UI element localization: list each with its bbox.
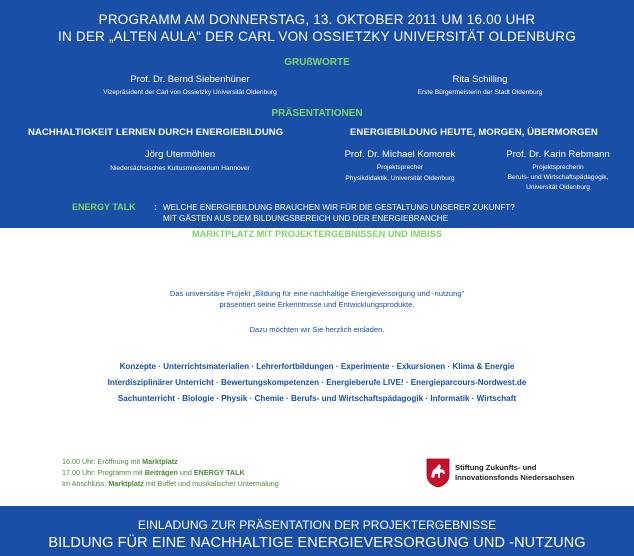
program-title-line-2: IN DER „ALTEN AULA“ DER CARL VON OSSIETZKY UNIVERSITÄT OLDENBURG: [58, 29, 576, 44]
sponsor-line-1: Stiftung Zukunfts- und: [455, 463, 537, 472]
energy-talk-line-2: MIT GÄSTEN AUS DEM BILDUNGSBEREICH UND DER ENERGIEBRANCHE: [163, 214, 448, 223]
energy-talk-line-1: WELCHE ENERGIEBILDUNG BRAUCHEN WIR FÜR DIE GESTALTUNG UNSERER ZUKUNFT?: [163, 203, 515, 212]
schedule-item-1-bold: Marktplatz: [142, 457, 178, 466]
speaker-utermoehlen-role: Niedersächsisches Kultusministerium Hannover: [110, 165, 250, 172]
schedule-item-2-mid: und: [177, 468, 194, 477]
speaker-rebmann-role-1: Projektsprecherin: [532, 164, 584, 171]
keywords-line-2: Interdisziplinärer Unterricht · Bewertungskompetenzen · Energieberufe LIVE! · Energieparcours-Nordwest.de: [107, 378, 527, 387]
intro-line-1: Das universitäre Projekt „Bildung für eine nachhaltige Energieversorgung und -nutzung“: [169, 289, 465, 298]
schedule-item-3: [62, 479, 279, 488]
presentation-right-title: ENERGIEBILDUNG HEUTE, MORGEN, ÜBERMORGEN: [350, 127, 598, 138]
footer-line-1: EINLADUNG ZUR PRÄSENTATION DER PROJEKTERGEBNISSE: [137, 518, 497, 532]
intro-line-3: Dazu möchten wir Sie herzlich einladen.: [249, 325, 385, 334]
speaker-schilling-name: Rita Schilling: [452, 74, 508, 85]
speaker-rebmann-role-2: Berufs- und Wirtschaftspädagogik,: [507, 174, 609, 181]
schedule-item-1: [62, 457, 178, 466]
speaker-utermoehlen-name: Jörg Utermöhlen: [144, 149, 216, 160]
speaker-komorek-role-1: Projektsprecher: [376, 164, 424, 171]
speaker-rebmann-role-3: Universität Oldenburg: [526, 184, 590, 191]
program-panel: [0, 0, 634, 228]
schedule-item-2-bold-1: Beiträgen: [144, 468, 178, 477]
schedule-item-2: [62, 468, 245, 477]
sponsor-line-2: Innovationsfonds Niedersachsen: [455, 473, 575, 482]
footer-band: [0, 506, 634, 556]
schedule-item-3-text: Im Anschluss:: [62, 479, 109, 488]
schedule-item-2-bold-2: ENERGY TALK: [193, 468, 245, 477]
speaker-siebenhuener-role: Vizepräsident der Carl von Ossietzky Universität Oldenburg: [103, 89, 277, 96]
schedule-item-3-bold: Marktplatz: [108, 479, 144, 488]
schedule-item-1-text: 16.00 Uhr: Eröffnung mit: [62, 457, 143, 466]
presentation-left-title: NACHHALTIGKEIT LERNEN DURCH ENERGIEBILDUNG: [28, 127, 284, 138]
speaker-schilling-role: Erste Bürgermeisterin der Stadt Oldenburg: [417, 89, 543, 96]
keywords-line-1: Konzepte · Unterrichtsmaterialien · Lehrerfortbildungen · Experimente · Exkursionen · Klima & Energie: [119, 362, 515, 371]
grussworte-heading: GRUßWORTE: [284, 57, 350, 68]
marktplatz-heading: MARKTPLATZ MIT PROJEKTERGEBNISSEN UND IMBISS: [192, 229, 442, 239]
speaker-komorek-name: Prof. Dr. Michael Komorek: [344, 149, 456, 160]
schedule-item-2-text: 17.00 Uhr: Programm mit: [62, 468, 145, 477]
speaker-komorek-role-2: Physikdidaktik, Universität Oldenburg: [345, 175, 455, 182]
praesentationen-heading: PRÄSENTATIONEN: [271, 108, 363, 119]
energy-talk-label: ENERGY TALK: [72, 202, 136, 212]
niedersachsen-emblem-icon: [426, 458, 450, 488]
intro-line-2: präsentiert seine Erkenntnisse und Entwicklungsprodukte.: [219, 300, 415, 309]
speaker-rebmann-name: Prof. Dr. Karin Rebmann: [506, 149, 610, 160]
schedule-item-3-rest: mit Buffet und musikalischer Untermalung: [143, 479, 279, 488]
keywords-line-3: Sachunterricht · Biologie · Physik · Chemie · Berufs- und Wirtschaftspädagogik · Informatik · Wirtschaft: [117, 394, 517, 403]
program-title-line-1: PROGRAMM AM DONNERSTAG, 13. OKTOBER 2011 UM 16.00 UHR: [98, 12, 536, 27]
energy-talk-colon: :: [154, 202, 157, 212]
footer-line-2: BILDUNG FÜR EINE NACHHALTIGE ENERGIEVERSORGUNG UND -NUTZUNG: [48, 535, 586, 551]
speaker-siebenhuener-name: Prof. Dr. Bernd Siebenhüner: [130, 74, 250, 85]
